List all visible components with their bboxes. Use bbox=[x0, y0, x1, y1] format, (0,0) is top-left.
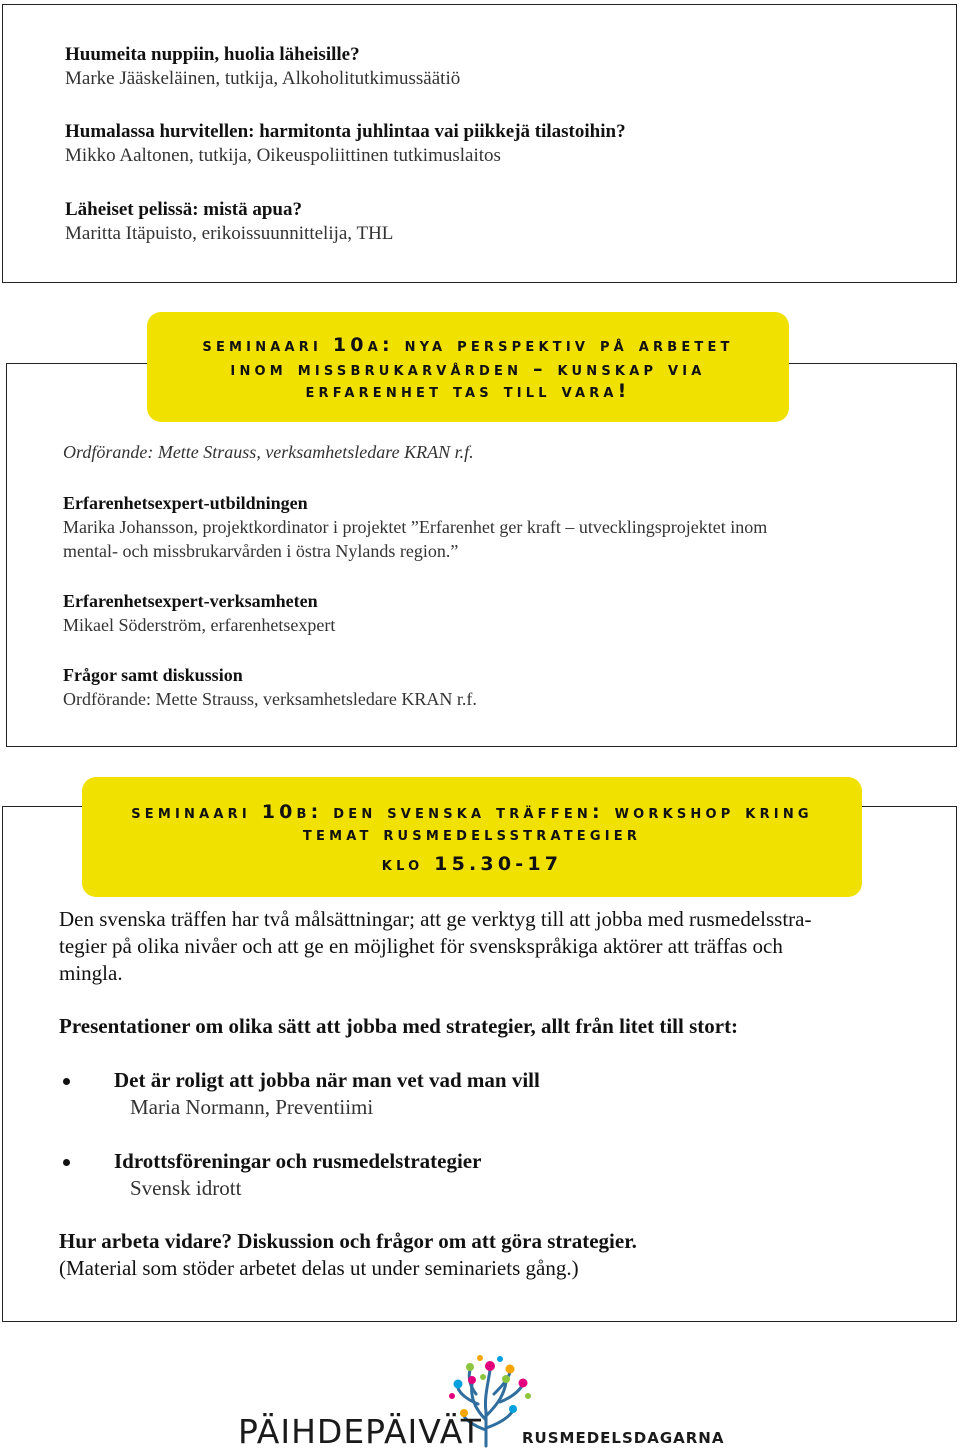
bullet-speaker: Svensk idrott bbox=[130, 1176, 242, 1200]
banner-heading: erfarenhet tas till vara! bbox=[305, 380, 631, 402]
banner-heading: temat rusmedelsstrategier bbox=[302, 823, 642, 845]
talk-speaker: Marke Jääskeläinen, tutkija, Alkoholitutkimussäätiö bbox=[65, 68, 461, 89]
bullet-title: Det är roligt att jobba när man vet vad man vill bbox=[114, 1068, 540, 1092]
bullet-title: Idrottsföreningar och rusmedelstrategier bbox=[114, 1149, 482, 1173]
talk-title: Läheiset pelissä: mistä apua? bbox=[65, 199, 302, 220]
closing-title: Hur arbeta vidare? Diskussion och frågor om att göra strategier. bbox=[59, 1229, 637, 1253]
talk-description: mental- och missbrukarvården i östra Nylands region.” bbox=[63, 541, 459, 561]
logo-text-sv: RUSMEDELSDAGARNA bbox=[522, 1429, 725, 1447]
intro-text: mingla. bbox=[59, 961, 123, 985]
intro-text: Den svenska träffen har två målsättningar; att ge verktyg till att jobba med rusmedelsstra- bbox=[59, 907, 812, 931]
banner-time: klo 15.30-17 bbox=[381, 853, 563, 875]
talk-description: Marika Johansson, projektkordinator i projektet ”Erfarenhet ger kraft – utvecklingsprojektet inom bbox=[63, 517, 768, 537]
seminar-10b-banner bbox=[82, 777, 862, 897]
talk-speaker: Maritta Itäpuisto, erikoissuunnittelija, THL bbox=[65, 223, 394, 244]
bullet-icon bbox=[63, 1078, 70, 1085]
bullet-icon bbox=[63, 1159, 70, 1166]
seminar-10a-banner bbox=[147, 312, 789, 422]
talk-title: Erfarenhetsexpert-utbildningen bbox=[63, 493, 308, 513]
talk-speaker: Mikko Aaltonen, tutkija, Oikeuspoliittinen tutkimuslaitos bbox=[65, 145, 501, 166]
tree-logo-icon bbox=[238, 1350, 725, 1451]
talk-speaker: Mikael Söderström, erfarenhetsexpert bbox=[63, 615, 336, 635]
talk-speaker: Ordförande: Mette Strauss, verksamhetsledare KRAN r.f. bbox=[63, 689, 477, 709]
talk-title: Huumeita nuppiin, huolia läheisille? bbox=[65, 44, 360, 65]
presentations-heading: Presentationer om olika sätt att jobba med strategier, allt från litet till stort: bbox=[59, 1014, 739, 1038]
chair-line: Ordförande: Mette Strauss, verksamhetsledare KRAN r.f. bbox=[63, 442, 474, 462]
talk-title: Erfarenhetsexpert-verksamheten bbox=[63, 591, 318, 611]
talk-title: Frågor samt diskussion bbox=[63, 665, 243, 685]
banner-heading: seminaari 10a: nya perspektiv på arbetet bbox=[202, 334, 734, 356]
closing-note: (Material som stöder arbetet delas ut under seminariets gång.) bbox=[59, 1256, 579, 1280]
talk-title: Humalassa hurvitellen: harmitonta juhlintaa vai piikkejä tilastoihin? bbox=[65, 121, 626, 142]
paihdepaivat-logo bbox=[238, 1350, 725, 1451]
banner-heading: seminaari 10b: den svenska träffen: workshop kring bbox=[131, 801, 813, 823]
intro-text: tegier på olika nivåer och att ge en möjlighet för svenskspråkiga aktörer att träffas och bbox=[59, 934, 783, 958]
bullet-speaker: Maria Normann, Preventiimi bbox=[130, 1095, 374, 1119]
logo-text-fi: PÄIHDEPÄIVÄT bbox=[238, 1412, 482, 1451]
banner-heading: inom missbrukarvården – kunskap via bbox=[230, 358, 706, 380]
